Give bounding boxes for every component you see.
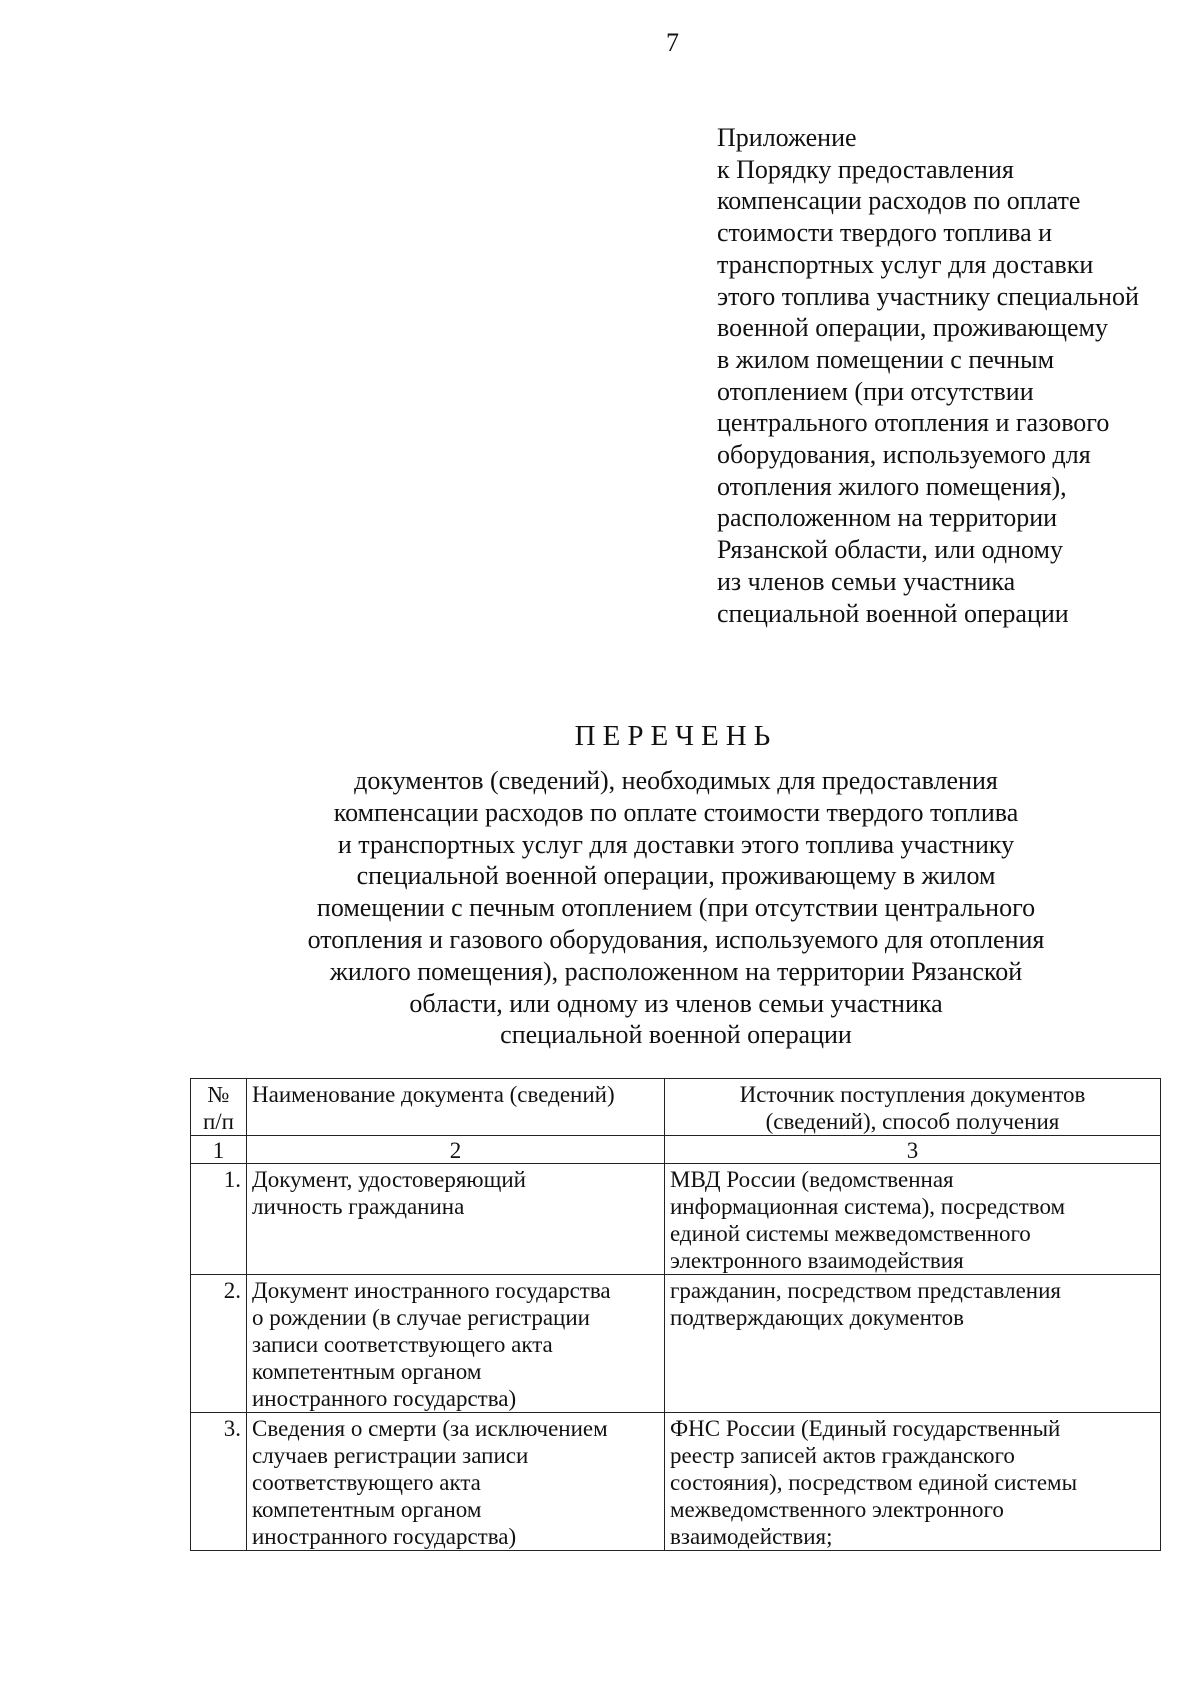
table-header-row (191, 1079, 1161, 1136)
row-document-name (247, 1275, 665, 1413)
appendix-line: компенсации расходов по оплате (717, 186, 1081, 216)
header-line: № (207, 1082, 230, 1107)
appendix-line: транспортных услуг для доставки (717, 249, 1094, 279)
appendix-note (717, 122, 1187, 629)
subtitle-line: и транспортных услуг для доставки этого топлива участнику (337, 829, 1015, 859)
list-subtitle (0, 765, 1200, 1051)
appendix-line: Рязанской области, или одному (717, 535, 1063, 565)
list-heading: ПЕРЕЧЕНЬ (574, 720, 778, 752)
row-document-name (247, 1413, 665, 1551)
cell-line: Документ, удостоверяющий (252, 1167, 526, 1192)
header-line: п/п (202, 1109, 234, 1134)
cell-line: компетентным органом (252, 1497, 482, 1522)
cell-line: о рождении (в случае регистрации (252, 1305, 590, 1330)
cell-line: подтверждающих документов (670, 1305, 965, 1330)
table-row (191, 1275, 1161, 1413)
cell-line: межведомственного электронного (670, 1497, 1004, 1522)
appendix-line: Приложение (717, 123, 857, 152)
header-line: Наименование документа (сведений) (252, 1082, 615, 1107)
row-source (665, 1275, 1161, 1413)
cell-line: записи соответствующего акта (252, 1332, 553, 1357)
row-source (665, 1164, 1161, 1275)
documents-table (190, 1078, 1161, 1551)
cell-line: ФНС России (Единый государственный (670, 1416, 1061, 1441)
cell-line: случаев регистрации записи (252, 1443, 529, 1468)
cell-line: гражданин, посредством представления (670, 1278, 1061, 1303)
subtitle-line: помещении с печным отоплением (при отсутствии центрального (316, 893, 1036, 923)
column-index: 3 (665, 1136, 1161, 1164)
subtitle-line: отопления и газового оборудования, используемого для отопления (307, 924, 1045, 954)
appendix-line: центрального отопления и газового (717, 408, 1110, 438)
cell-line: личность гражданина (252, 1194, 465, 1219)
appendix-line: отопления жилого помещения), (717, 471, 1067, 501)
row-number: 2. (191, 1275, 247, 1413)
cell-line: соответствующего акта (252, 1470, 481, 1495)
appendix-line: к Порядку предоставления (717, 154, 1014, 184)
cell-line: Документ иностранного государства (252, 1278, 611, 1303)
appendix-line: этого топлива участнику специальной (717, 281, 1139, 311)
cell-line: МВД России (ведомственная (670, 1167, 954, 1192)
cell-line: иностранного государства) (252, 1524, 517, 1549)
column-index-row (191, 1136, 1161, 1164)
header-source (665, 1079, 1161, 1136)
cell-line: Сведения о смерти (за исключением (252, 1416, 608, 1441)
appendix-line: оборудования, используемого для (717, 440, 1091, 470)
appendix-line: военной операции, проживающему (717, 313, 1108, 343)
subtitle-line: документов (сведений), необходимых для предоставления (354, 766, 998, 795)
appendix-line: из членов семьи участника (717, 566, 1016, 596)
header-line: Источник поступления документов (739, 1082, 1086, 1107)
appendix-line: в жилом помещении с печным (717, 344, 1055, 374)
header-number (191, 1079, 247, 1136)
row-document-name (247, 1164, 665, 1275)
table-row (191, 1164, 1161, 1275)
cell-line: реестр записей актов гражданского (670, 1443, 1015, 1468)
row-source (665, 1413, 1161, 1551)
subtitle-line: области, или одному из членов семьи участника (409, 988, 943, 1018)
appendix-line: стоимости твердого топлива и (717, 218, 1053, 248)
header-document-name (247, 1079, 665, 1136)
appendix-line: расположенном на территории (717, 503, 1058, 533)
subtitle-line: жилого помещения), расположенном на территории Рязанской (329, 956, 1023, 986)
cell-line: единой системы межведомственного (670, 1221, 1031, 1246)
appendix-line: отоплением (при отсутствии (717, 376, 1034, 406)
column-index: 1 (191, 1136, 247, 1164)
cell-line: взаимодействия; (670, 1524, 833, 1549)
cell-line: состояния), посредством единой системы (670, 1470, 1078, 1495)
page-number: 7 (666, 28, 679, 57)
cell-line: электронного взаимодействия (670, 1248, 964, 1273)
appendix-line: специальной военной операции (717, 598, 1069, 628)
row-number: 1. (191, 1164, 247, 1275)
cell-line: компетентным органом (252, 1359, 482, 1384)
subtitle-line: компенсации расходов по оплате стоимости твердого топлива (333, 797, 1019, 827)
subtitle-line: специальной военной операции (500, 1020, 852, 1050)
table-row (191, 1413, 1161, 1551)
subtitle-line: специальной военной операции, проживающему в жилом (356, 861, 996, 891)
column-index: 2 (247, 1136, 665, 1164)
header-line: (сведений), способ получения (765, 1109, 1060, 1134)
cell-line: информационная система), посредством (670, 1194, 1066, 1219)
row-number: 3. (191, 1413, 247, 1551)
cell-line: иностранного государства) (252, 1386, 517, 1411)
